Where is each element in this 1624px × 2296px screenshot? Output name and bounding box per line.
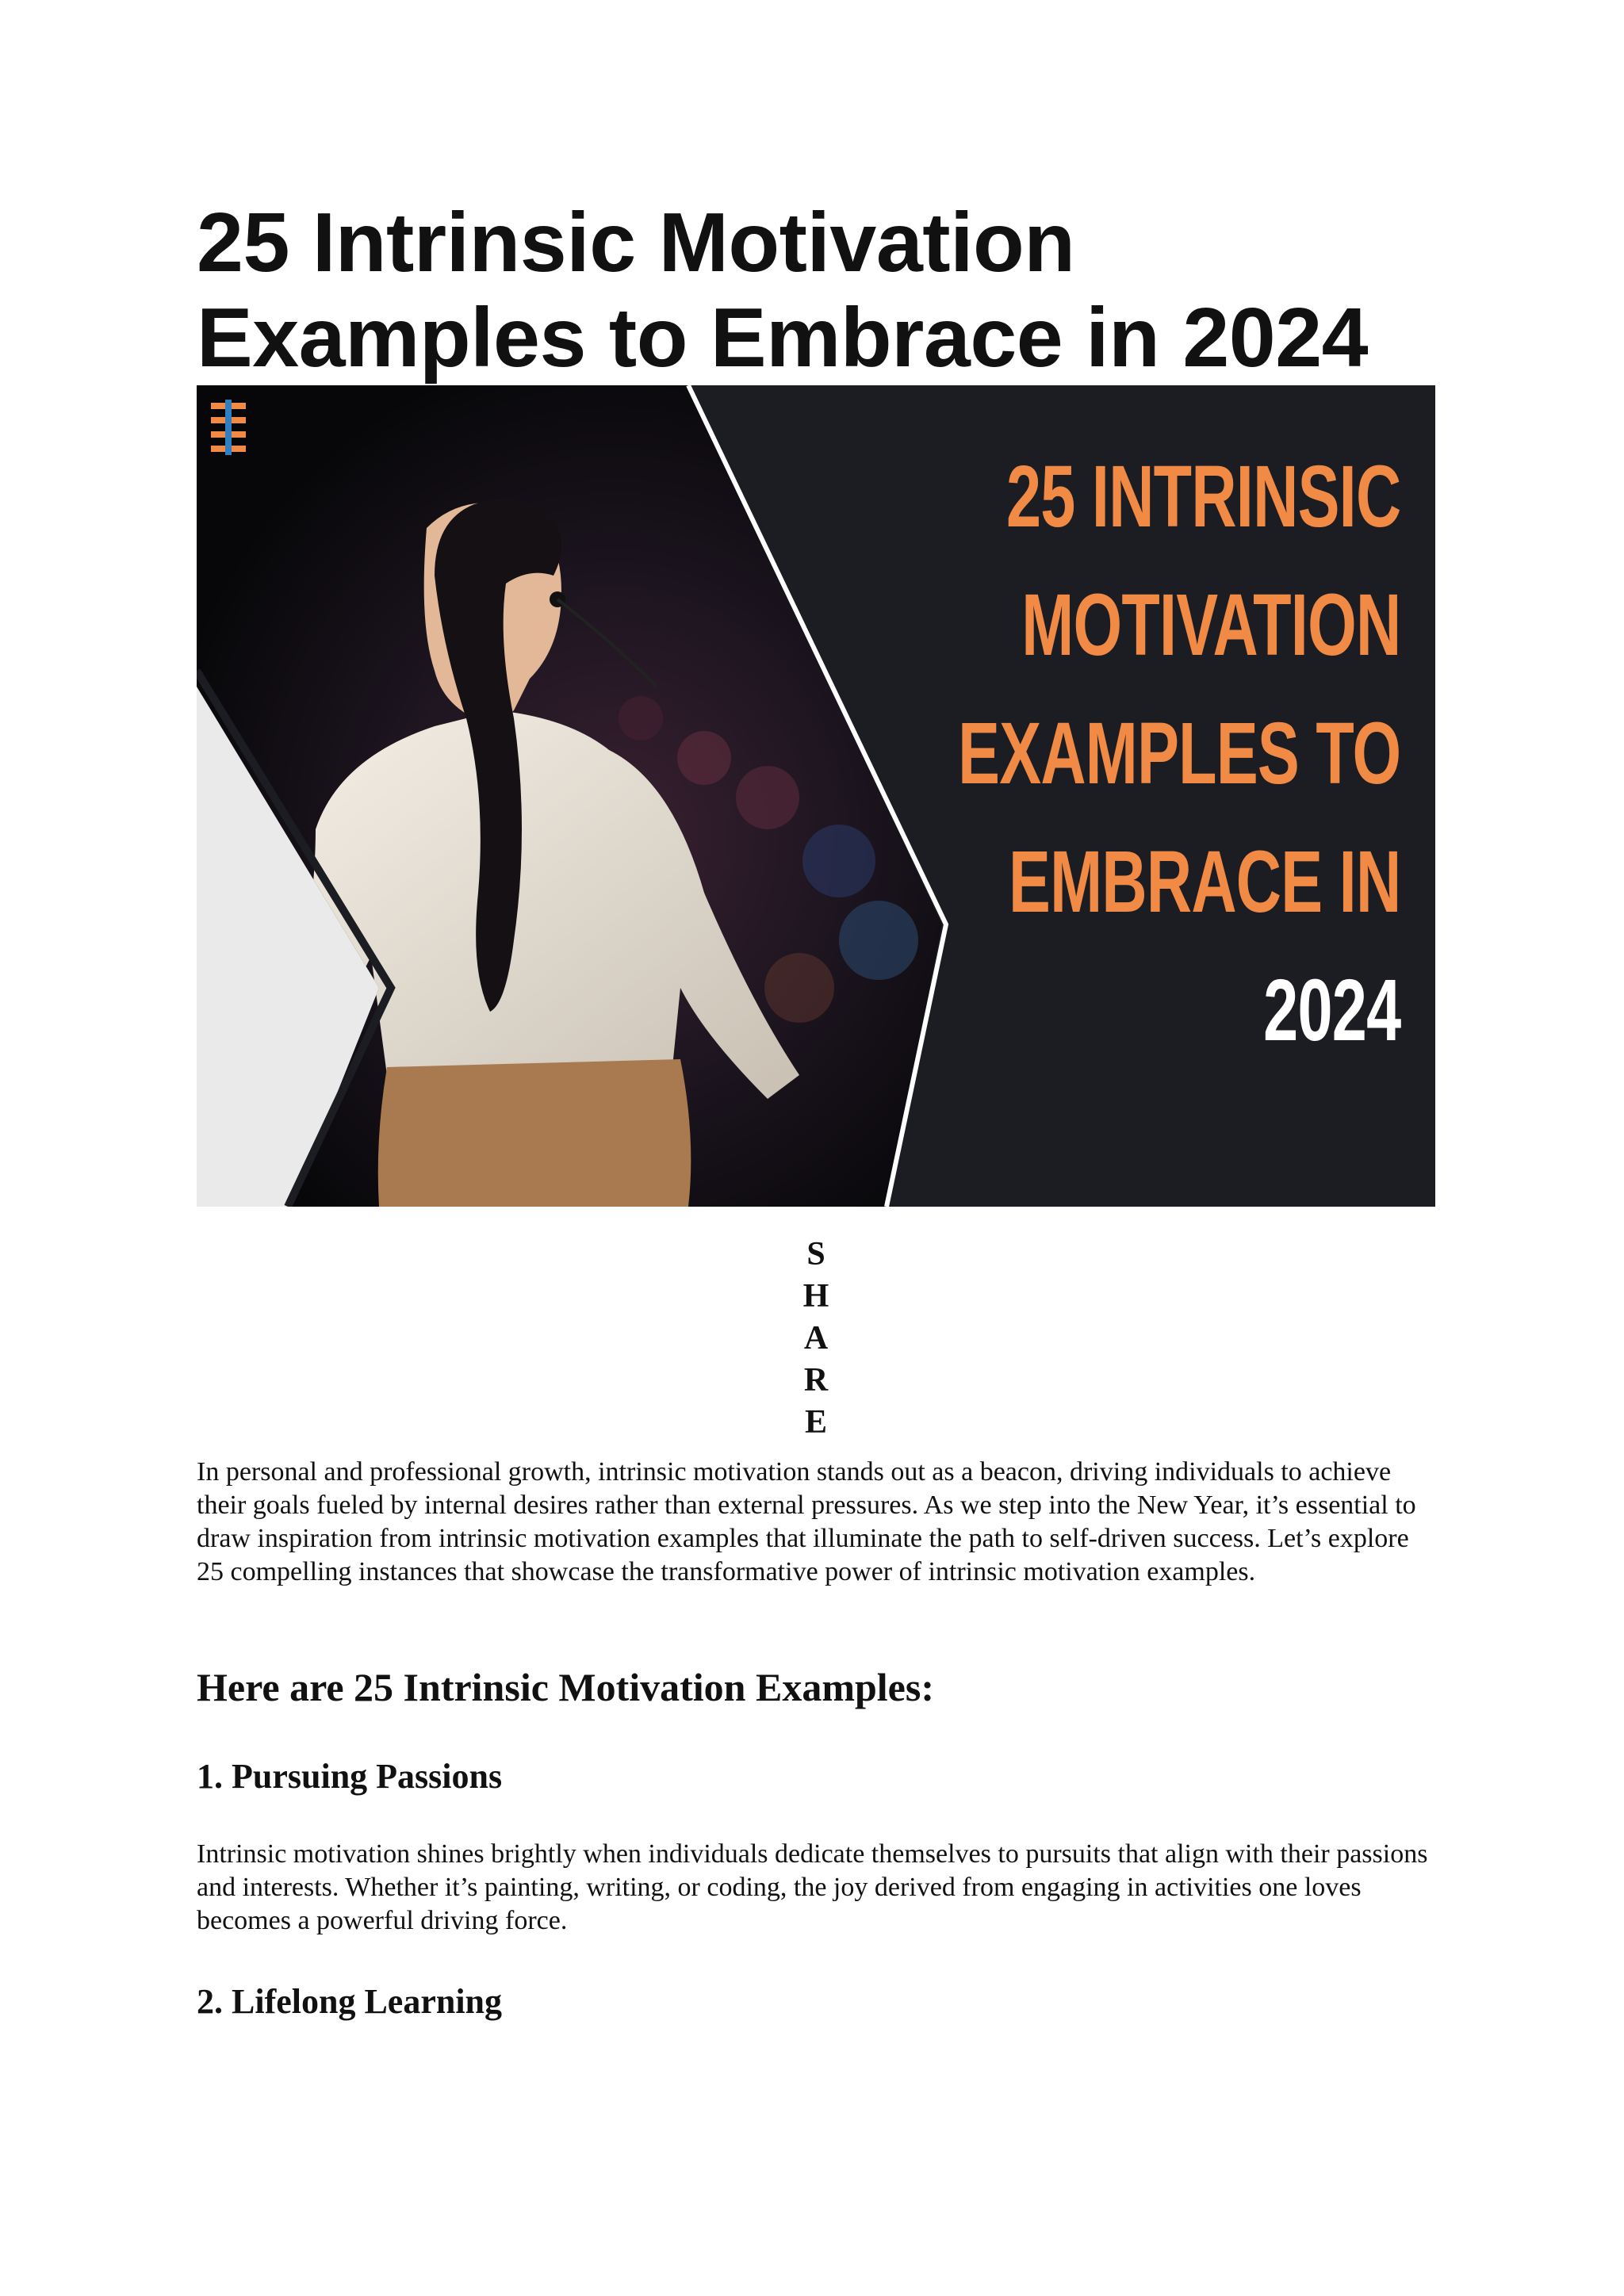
share-letter: S [806, 1236, 825, 1272]
section-heading-1: 1. Pursuing Passions [197, 1757, 503, 1796]
share-letter: H [802, 1278, 829, 1314]
hero-text-line-2: MOTIVATION [1021, 576, 1400, 674]
hero-image [197, 385, 1435, 1207]
intro-paragraph: In personal and professional growth, intrinsic motivation stands out as a beacon, driving individuals to achieve their goals fueled by internal desires rather than external pressures. As we step into the New Year, it’s essential to draw inspiration from intrinsic motivation examples that illuminate the path to self-driven success. Let’s explore 25 compelling instances that showcase the transformative power of intrinsic motivation examples. [197, 1457, 1416, 1586]
share-button[interactable] [197, 1234, 1435, 1444]
section-body-1: Intrinsic motivation shines brightly when individuals dedicate themselves to pursuits that align with their passions and interests. Whether it’s painting, writing, or coding, the joy derived from engaging in activities one loves becomes a powerful driving force. [197, 1839, 1428, 1935]
page-title-line-1: 25 Intrinsic Motivation [197, 196, 1075, 289]
hero-text-line-3: EXAMPLES TO [957, 705, 1400, 802]
section-heading-2: 2. Lifelong Learning [197, 1982, 503, 2021]
page-title-line-2: Examples to Embrace in 2024 [197, 291, 1369, 385]
share-letter: A [803, 1320, 829, 1357]
hero-text-line-4: EMBRACE IN [1008, 833, 1400, 931]
share-letter: R [803, 1362, 829, 1399]
page-title [197, 195, 1435, 385]
hero-text-line-1: 25 INTRINSIC [1005, 448, 1400, 545]
share-letter: E [804, 1404, 827, 1441]
hero-text-year: 2024 [1262, 962, 1400, 1059]
list-heading: Here are 25 Intrinsic Motivation Examples: [197, 1665, 934, 1709]
hero-headline [958, 433, 1400, 1075]
